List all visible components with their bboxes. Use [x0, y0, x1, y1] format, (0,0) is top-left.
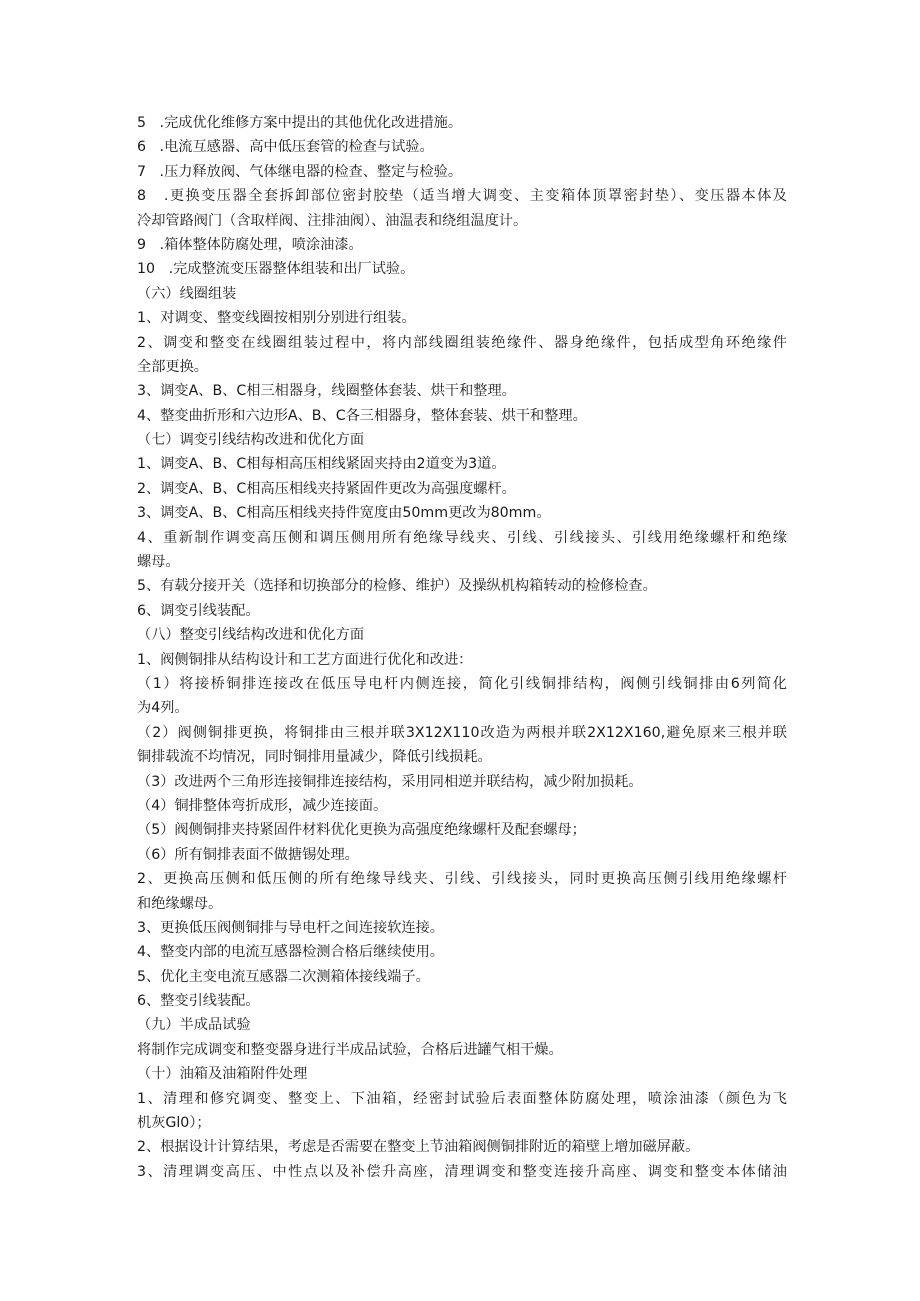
text-line: （八）整变引线结构改进和优化方面 [137, 627, 365, 644]
text-line: 全部更换。 [137, 358, 208, 375]
text-line: （九）半成品试验 [137, 1017, 251, 1034]
text-line: （2）阀侧铜排更换，将铜排由三根并联3X12X110改造为两根并联2X12X160,避免原来三根并联 [137, 724, 787, 741]
text-line: 3、清理调变高压、中性点以及补偿升高座，清理调变和整变连接升高座、调变和整变本体储油 [137, 1163, 787, 1180]
text-line: 3、调变A、B、C相三相器身，线圈整体套装、烘干和整理。 [137, 383, 516, 400]
text-line: 3、更换低压阀侧铜排与导电杆之间连接软连接。 [137, 919, 444, 936]
text-line: 1、阀侧铜排从结构设计和工艺方面进行优化和改进： [137, 651, 473, 668]
text-line: （七）调变引线结构改进和优化方面 [137, 432, 365, 449]
text-line: 6、整变引线装配。 [137, 993, 260, 1010]
text-line: （5）阀侧铜排夹持紧固件材料优化更换为高强度绝缘螺杆及配套螺母； [137, 822, 586, 839]
text-line: 和绝缘螺母。 [137, 895, 223, 912]
text-line: 5 .完成优化维修方案中提出的其他优化改进措施。 [137, 115, 463, 131]
text-line: 4、重新制作调变高压侧和调压侧用所有绝缘导线夹、引线、引线接头、引线用绝缘螺杆和绝缘 [137, 529, 787, 546]
text-line: 铜排载流不均情况，同时铜排用量减少，降低引线损耗。 [137, 749, 492, 766]
text-line: 6 .电流互感器、高中低压套管的检查与试验。 [137, 139, 434, 156]
text-line: 6、调变引线装配。 [137, 602, 260, 619]
text-line: 7 .压力释放阀、气体继电器的检查、整定与检验。 [137, 163, 463, 180]
text-line: 5、优化主变电流互感器二次测箱体接线端子。 [137, 968, 430, 985]
text-line: （3）改进两个三角形连接铜排连接结构，采用同相逆并联结构，减少附加损耗。 [137, 773, 643, 790]
text-line: 为4列。 [137, 700, 189, 717]
text-line: 4、整变曲折形和六边形A、B、C各三相器身，整体套装、烘干和整理。 [137, 407, 587, 424]
text-line: 8 .更换变压器全套拆卸部位密封胶垫（适当增大调变、主变箱体顶罩密封垫）、变压器本体及 [137, 188, 787, 205]
text-line: 冷却管路阀门（含取样阀、注排油阀）、油温表和绕组温度计。 [137, 212, 528, 229]
document-page [137, 111, 787, 1184]
text-line: 将制作完成调变和整变器身进行半成品试验，合格后进罐气相干燥。 [137, 1041, 563, 1058]
text-line: 1、调变A、B、C相每相高压相线紧固夹持由2道变为3道。 [137, 456, 506, 473]
text-line: 2、更换高压侧和低压侧的所有绝缘导线夹、引线、引线接头，同时更换高压侧引线用绝缘螺杆 [137, 871, 787, 888]
text-line: 2、调变A、B、C相高压相线夹持紧固件更改为高强度螺杆。 [137, 480, 516, 497]
text-line: 1、对调变、整变线圈按相别分别进行组装。 [137, 310, 416, 327]
text-line: 5、有载分接开关（选择和切换部分的检修、维护）及操纵机构箱转动的检修检查。 [137, 578, 657, 595]
text-line: （1）将接桥铜排连接改在低压导电杆内侧连接，简化引线铜排结构，阀侧引线铜排由6列简化 [137, 675, 787, 692]
text-line: （6）所有铜排表面不做搪锡处理。 [137, 846, 359, 863]
text-line: 3、调变A、B、C相高压相线夹持件宽度由50mm更改为80mm。 [137, 505, 551, 522]
text-line: 1、清理和修究调变、整变上、下油箱，经密封试验后表面整体防腐处理，喷涂油漆（颜色为飞 [137, 1090, 787, 1107]
text-line: 4、整变内部的电流互感器检测合格后继续使用。 [137, 944, 444, 961]
text-line: （六）线圈组装 [137, 285, 237, 302]
text-line: 2、调变和整变在线圈组装过程中，将内部线圈组装绝缘件、器身绝缘件，包括成型角环绝缘件 [137, 334, 787, 351]
text-line: 机灰Gl0）； [137, 1115, 211, 1132]
text-line: 9 .箱体整体防腐处理，喷涂油漆。 [137, 236, 363, 253]
text-line: （4）铜排整体弯折成形，减少连接面。 [137, 797, 388, 814]
text-line: 10 .完成整流变压器整体组装和出厂试验。 [137, 261, 415, 278]
text-line: 2、根据设计计算结果，考虑是否需要在整变上节油箱阀侧铜排附近的箱壁上增加磁屏蔽。 [137, 1139, 700, 1156]
text-line: （十）油箱及油箱附件处理 [137, 1066, 308, 1083]
text-line: 螺母。 [137, 554, 180, 571]
